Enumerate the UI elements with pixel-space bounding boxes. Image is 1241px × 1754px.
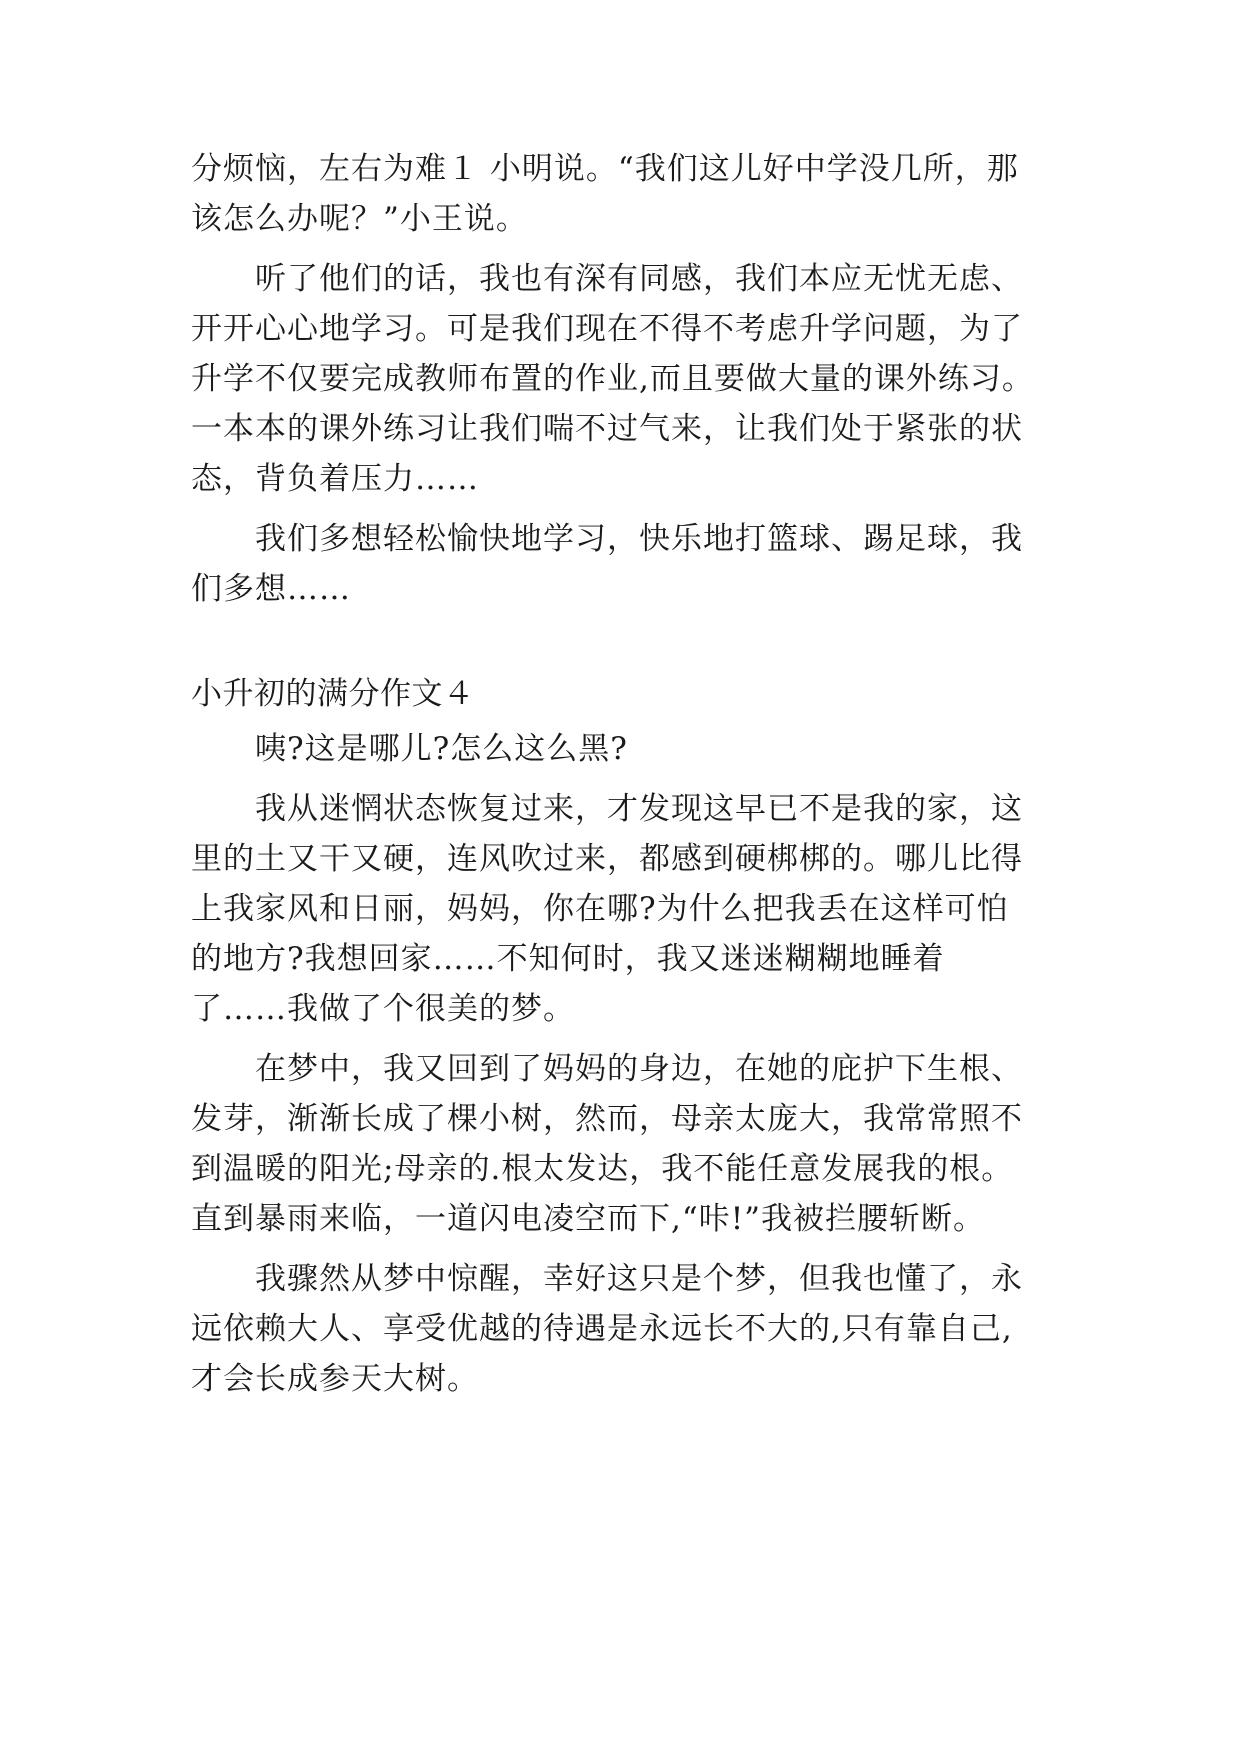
paragraph-line: 在梦中，我又回到了妈妈的身边，在她的庇护下生根、 xyxy=(255,1051,1023,1087)
paragraph-line: 升学不仅要完成教师布置的作业,而且要做大量的课外练习。 xyxy=(191,361,1034,397)
paragraph-line: 远依赖大人、享受优越的待遇是永远长不大的,只有靠自己, xyxy=(191,1311,1013,1347)
paragraph-line: 我从迷惘状态恢复过来，才发现这早已不是我的家，这 xyxy=(255,791,1023,827)
paragraph-line: 分烦恼，左右为难１ 小明说。“我们这儿好中学没几所，那 xyxy=(191,151,1019,187)
paragraph-line: 们多想…… xyxy=(191,571,351,607)
paragraph-line: 开开心心地学习。可是我们现在不得不考虑升学问题，为了 xyxy=(191,311,1023,347)
paragraph-line: 该怎么办呢？”小王说。 xyxy=(191,201,528,237)
section-heading: 小升初的满分作文４ xyxy=(191,676,475,712)
paragraph-line: 上我家风和日丽，妈妈，你在哪?为什么把我丢在这样可怕 xyxy=(191,891,1009,927)
paragraph-line: 我骤然从梦中惊醒，幸好这只是个梦，但我也懂了，永 xyxy=(255,1261,1023,1297)
paragraph-line: 直到暴雨来临，一道闪电凌空而下,“咔!”我被拦腰斩断。 xyxy=(191,1201,986,1237)
paragraph-line: 的地方?我想回家……不知何时，我又迷迷糊糊地睡着 xyxy=(191,941,945,977)
paragraph-line: 发芽，渐渐长成了棵小树，然而，母亲太庞大，我常常照不 xyxy=(191,1101,1023,1137)
paragraph-line: 听了他们的话，我也有深有同感，我们本应无忧无虑、 xyxy=(255,261,1023,297)
paragraph-line: 到温暖的阳光;母亲的.根太发达，我不能任意发展我的根。 xyxy=(191,1151,1014,1187)
paragraph-line: 态，背负着压力…… xyxy=(191,461,479,497)
paragraph-line: 一本本的课外练习让我们喘不过气来，让我们处于紧张的状 xyxy=(191,411,1023,447)
paragraph-line: 咦?这是哪儿?怎么这么黑? xyxy=(255,731,628,767)
paragraph-line: 才会长成参天大树。 xyxy=(191,1361,479,1397)
paragraph-line: 里的土又干又硬，连风吹过来，都感到硬梆梆的。哪儿比得 xyxy=(191,841,1023,877)
paragraph-line: 了……我做了个很美的梦。 xyxy=(191,991,575,1027)
paragraph-line: 我们多想轻松愉快地学习，快乐地打篮球、踢足球，我 xyxy=(255,521,1023,557)
